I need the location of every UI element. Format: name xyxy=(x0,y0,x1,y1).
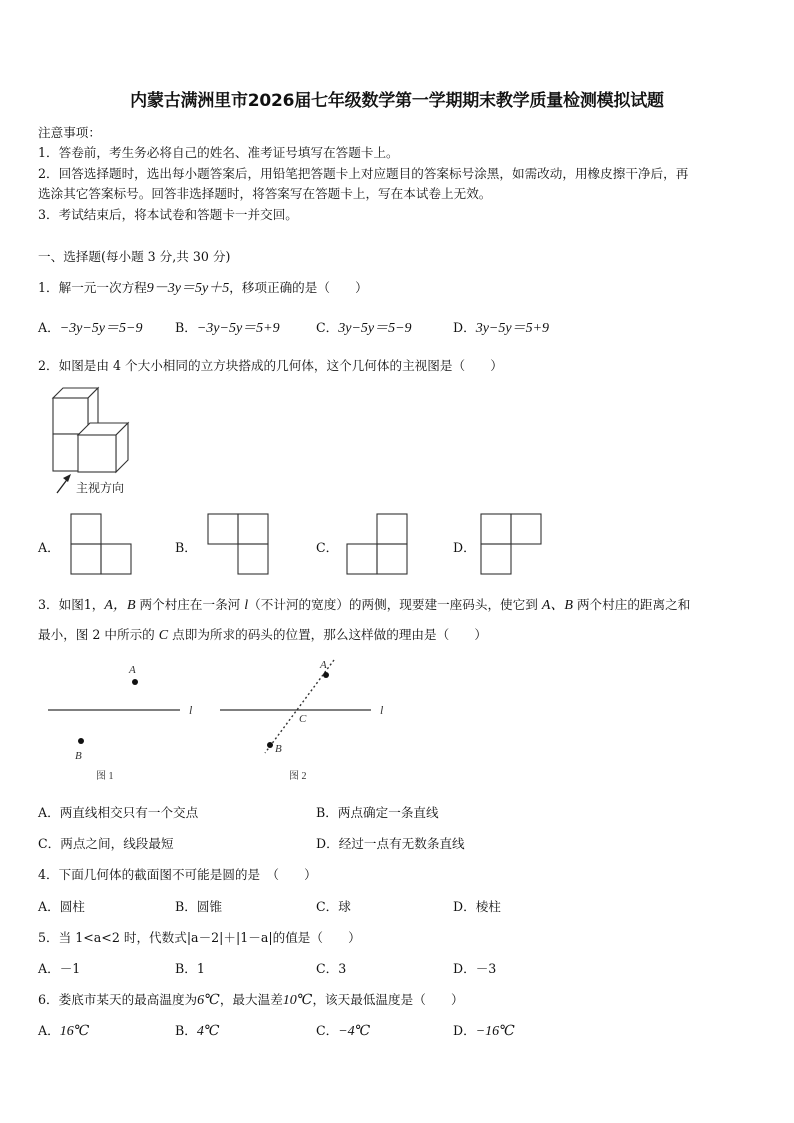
point-b xyxy=(267,742,273,748)
q6-text: ，最大温差 xyxy=(219,992,283,1007)
q3-figure-2 xyxy=(218,652,398,785)
option-text: −3y−5y＝5−9 xyxy=(59,321,143,336)
question-3-line-2 xyxy=(38,624,487,644)
option-label: D． xyxy=(453,1023,476,1038)
q3-math: A、B xyxy=(541,598,573,613)
question-4-text: 4．下面几何体的截面图不可能是圆的是 （ ） xyxy=(38,867,317,882)
q3-text: （不计河的宽度）的两侧，现要建一座码头，使它到 xyxy=(248,597,542,612)
option-text: 16℃ xyxy=(59,1024,90,1039)
q4-option-d[interactable]: D．棱柱 xyxy=(453,899,501,914)
q2-option-b-figure xyxy=(207,513,269,575)
option-text: 3y−5y＝5+9 xyxy=(475,321,550,336)
q6-text: ，该天最低温度是（ ） xyxy=(312,992,464,1007)
q3-option-d[interactable]: D．经过一点有无数条直线 xyxy=(316,836,465,851)
notice-item: 3．考试结束后，将本试卷和答题卡一并交回。 xyxy=(38,207,298,222)
q4-option-c[interactable]: C．球 xyxy=(316,899,351,914)
river-label: l xyxy=(380,703,384,717)
question-1-text: 1．解一元一次方程 xyxy=(38,280,147,295)
q3-figure-1 xyxy=(40,655,210,785)
q5-option-d[interactable]: D．－3 xyxy=(453,961,497,976)
q2-option-d-label[interactable]: D． xyxy=(453,540,476,555)
q6-option-b[interactable] xyxy=(175,1020,220,1040)
q3-option-c[interactable]: C．两点之间，线段最短 xyxy=(38,836,174,851)
question-1-equation: 9－3y＝5y＋5 xyxy=(146,281,230,296)
q2-option-c-label[interactable]: C． xyxy=(316,540,339,555)
q3-text: 3．如图1， xyxy=(38,597,105,612)
point-b-label: B xyxy=(75,750,82,762)
notice-item: 选涂其它答案标号。回答非选择题时，将答案写在答题卡上，写在本试卷上无效。 xyxy=(38,186,492,201)
q3-math: l xyxy=(244,598,249,613)
river-label: l xyxy=(189,703,193,717)
point-a-label: A xyxy=(129,664,136,676)
point-a-label: A xyxy=(320,659,327,671)
page-title: 内蒙古满洲里市2026届七年级数学第一学期期末教学质量检测模拟试题 xyxy=(130,91,664,111)
q3-text: 两个村庄在一条河 xyxy=(135,597,245,612)
option-label: C． xyxy=(316,1023,339,1038)
q5-option-b[interactable]: B．1 xyxy=(175,961,205,976)
q2-option-a-label[interactable]: A． xyxy=(38,540,60,555)
q6-temp-high: 6℃ xyxy=(197,993,220,1008)
q1-option-a[interactable] xyxy=(38,317,142,337)
q1-option-c[interactable] xyxy=(316,317,412,337)
q2-option-d-figure xyxy=(480,513,542,575)
q2-option-b-label[interactable]: B． xyxy=(175,540,197,555)
q2-option-a-figure xyxy=(70,513,132,575)
q6-option-c[interactable] xyxy=(316,1020,370,1040)
q5-option-c[interactable]: C．3 xyxy=(316,961,347,976)
view-direction-label: 主视方向 xyxy=(76,481,125,495)
q3-text: 两个村庄的距离之和 xyxy=(572,597,691,612)
option-label: A． xyxy=(38,320,60,335)
q3-math: A，B xyxy=(104,598,136,613)
point-c-label: C xyxy=(299,713,307,725)
notice-item: 2．回答选择题时，选出每小题答案后，用铅笔把答题卡上对应题目的答案标号涂黑，如需改动，用橡皮擦干净后，再 xyxy=(38,166,689,181)
q3-option-a[interactable]: A．两直线相交只有一个交点 xyxy=(38,805,199,820)
q6-option-d[interactable] xyxy=(453,1020,515,1040)
option-label: D． xyxy=(453,320,476,335)
option-text: −4℃ xyxy=(338,1024,371,1039)
option-label: B． xyxy=(175,320,197,335)
section-heading: 一、选择题(每小题 3 分,共 30 分) xyxy=(38,249,231,264)
point-a xyxy=(132,679,138,685)
point-a xyxy=(323,672,329,678)
q1-option-b[interactable] xyxy=(175,317,280,337)
question-6 xyxy=(38,989,464,1009)
figure-1-caption: 图 1 xyxy=(96,771,114,782)
option-label: B． xyxy=(175,1023,197,1038)
q6-temp-diff: 10℃ xyxy=(282,993,313,1008)
q6-text: 6．娄底市某天的最高温度为 xyxy=(38,992,198,1007)
notice-item: 1．答卷前，考生务必将自己的姓名、准考证号填写在答题卡上。 xyxy=(38,145,399,160)
point-b xyxy=(78,738,84,744)
option-label: A． xyxy=(38,1023,60,1038)
q4-option-a[interactable]: A．圆柱 xyxy=(38,899,85,914)
option-text: 3y−5y＝5−9 xyxy=(338,321,412,336)
question-1-suffix: ，移项正确的是（ ） xyxy=(229,280,368,295)
q5-option-a[interactable]: A．－1 xyxy=(38,961,81,976)
q3-text: 最小，图 2 中所示的 xyxy=(38,627,159,642)
option-text: −16℃ xyxy=(475,1024,515,1039)
option-text: −3y−5y＝5+9 xyxy=(196,321,280,336)
q6-option-a[interactable] xyxy=(38,1020,89,1040)
q3-math: C xyxy=(158,628,169,643)
q2-option-c-figure xyxy=(346,513,408,575)
question-1 xyxy=(38,277,368,297)
q4-option-b[interactable]: B．圆锥 xyxy=(175,899,223,914)
q1-option-d[interactable] xyxy=(453,317,549,337)
cube-figure xyxy=(40,385,140,497)
question-5-text: 5．当 1<a<2 时，代数式|a－2|＋|1－a|的值是（ ） xyxy=(38,930,361,945)
point-b-label: B xyxy=(275,743,282,755)
option-label: C． xyxy=(316,320,339,335)
q3-option-b[interactable]: B．两点确定一条直线 xyxy=(316,805,439,820)
q3-text: 点即为所求的码头的位置，那么这样做的理由是（ ） xyxy=(168,627,487,642)
question-3-line-1 xyxy=(38,594,690,614)
option-text: 4℃ xyxy=(196,1024,220,1039)
notice-heading: 注意事项： xyxy=(38,125,101,140)
figure-2-caption: 图 2 xyxy=(289,771,307,782)
question-2-text: 2．如图是由 4 个大小相同的立方块搭成的几何体，这个几何体的主视图是（ ） xyxy=(38,358,503,373)
